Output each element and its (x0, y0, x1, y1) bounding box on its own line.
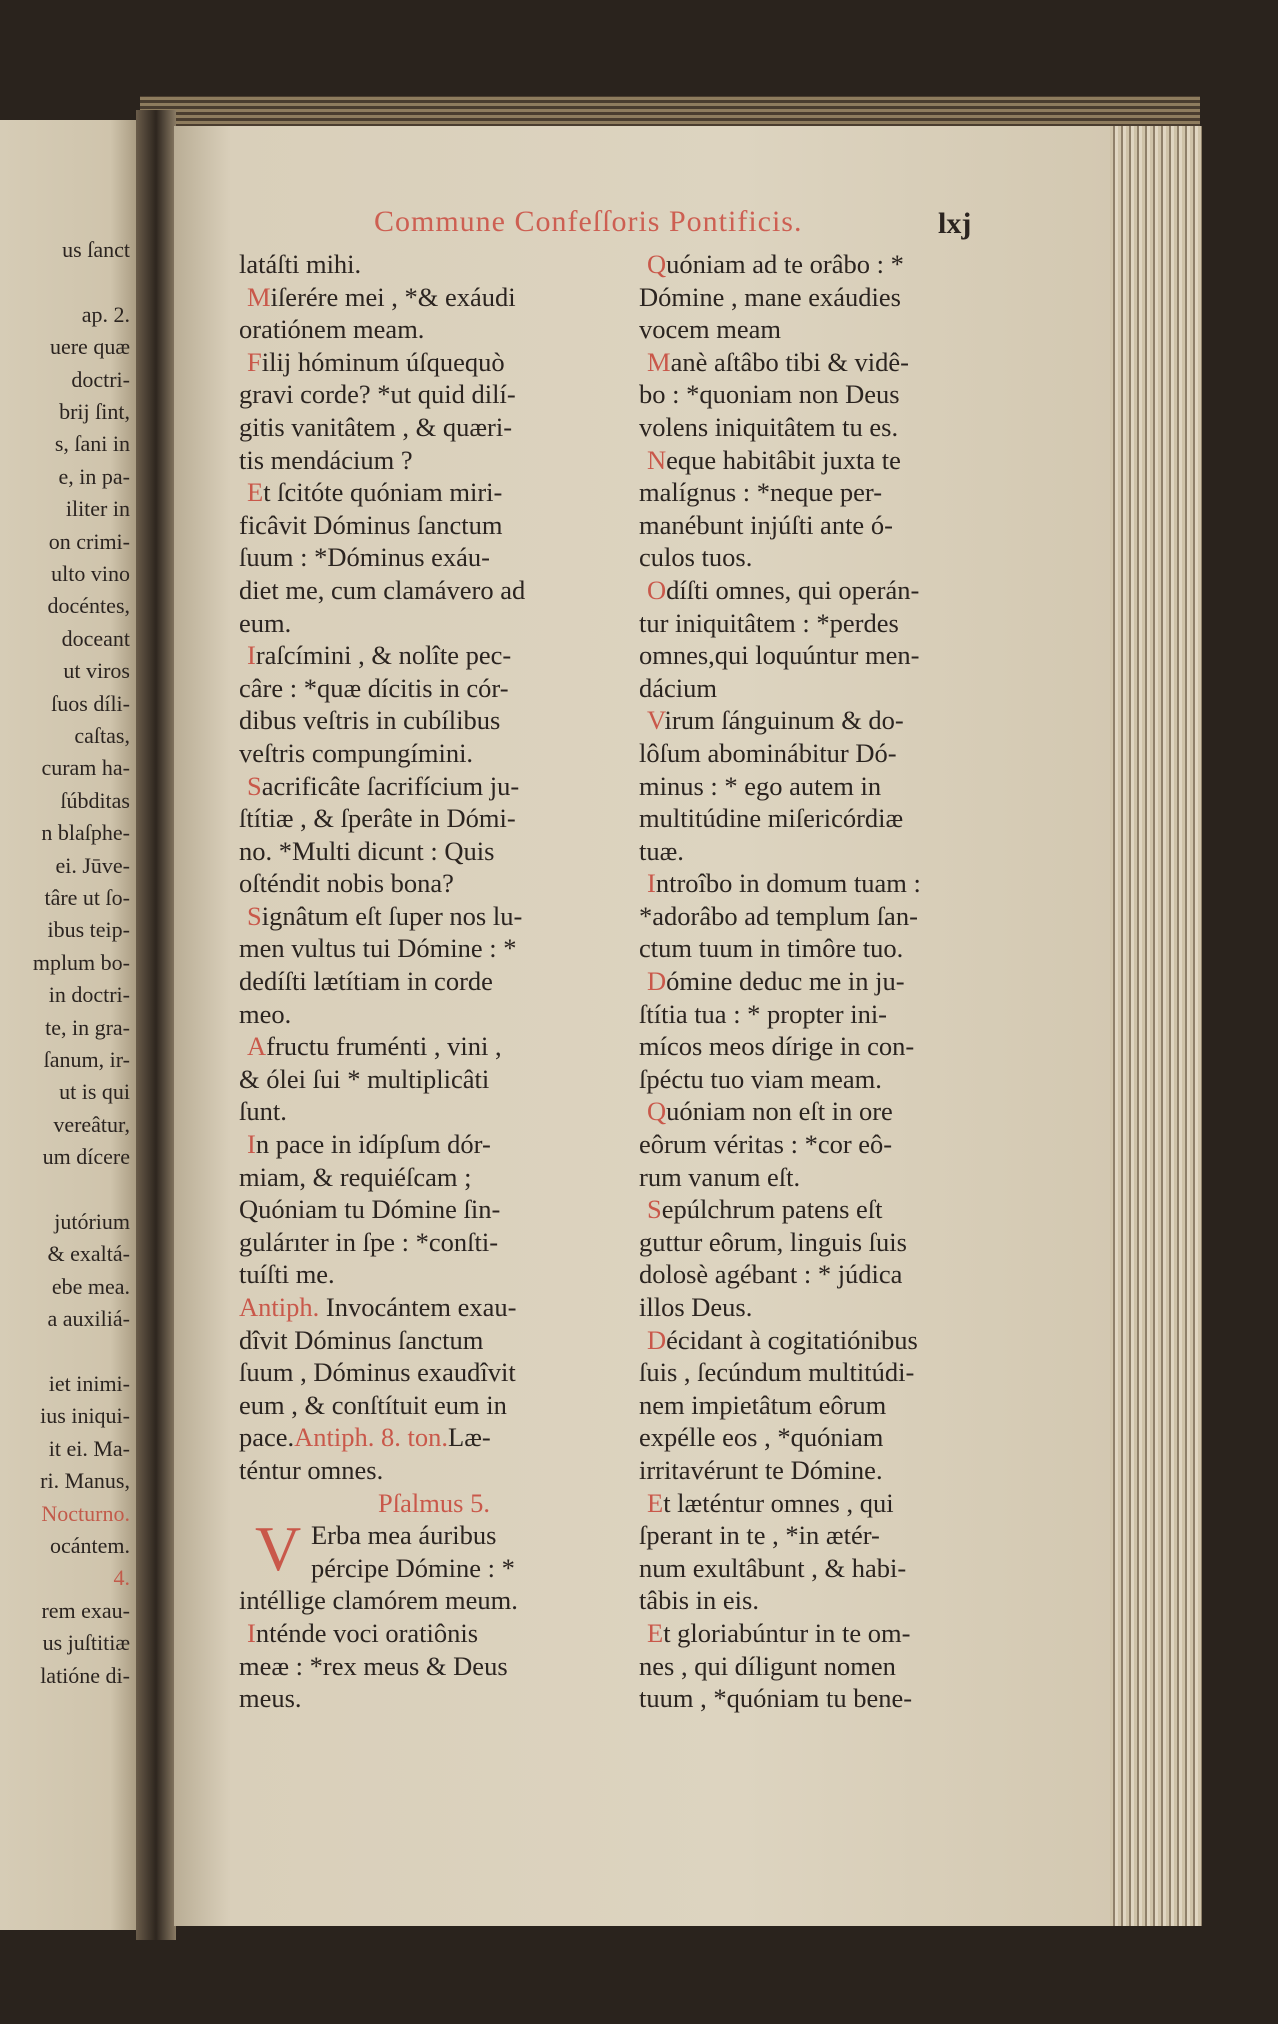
text-line (239, 607, 629, 640)
text-line (639, 704, 1029, 737)
text-line (639, 313, 1029, 346)
text-line (639, 1128, 1029, 1161)
text-line (639, 1324, 1029, 1357)
rubric-initial: Antiph. 8. ton. (294, 1422, 449, 1453)
line-text: gitis vanitâtem , & quæri- (239, 411, 513, 442)
left-page-fragment: târe ut ſo- (44, 885, 130, 910)
line-text: Pſalmus 5. (378, 1487, 490, 1518)
line-text: fructu fruménti , vini , (266, 1031, 502, 1062)
line-text: anè aſtâbo tibi & vidê- (670, 346, 910, 377)
text-line (239, 1095, 629, 1128)
text-line (239, 835, 629, 868)
text-line (639, 1030, 1029, 1063)
left-page-fragment: it ei. Ma- (48, 1435, 130, 1461)
rubric-initial: A (247, 1031, 267, 1062)
line-text: dibus veſtris in cubílibus (239, 705, 501, 736)
left-page-fragment: ius iniqui- (40, 1403, 130, 1429)
rubric-initial: F (247, 346, 262, 377)
line-text: nem impietâtum eôrum (639, 1389, 887, 1420)
left-page-fragment: s, ſani in (54, 431, 130, 457)
rubric-initial: S (647, 1194, 662, 1225)
rubric-initial: M (247, 281, 271, 312)
left-page-fragment: ei. Jūve- (55, 852, 130, 878)
text-line (639, 1095, 1029, 1128)
text-line (239, 1063, 629, 1096)
text-line (239, 444, 629, 477)
line-text: ſuis , ſecúndum multitúdi- (639, 1357, 915, 1388)
book-gutter (136, 110, 176, 1940)
left-page-fragment: doceant (61, 625, 130, 651)
line-text: ſunt. (239, 1096, 287, 1127)
text-line (639, 1356, 1029, 1389)
line-text: rum vanum eſt. (639, 1161, 801, 1192)
line-text: nes , qui díligunt nomen (639, 1650, 896, 1681)
text-line (639, 1584, 1029, 1617)
line-text: eum , & conſtítuit eum in (239, 1389, 507, 1420)
line-text: & ólei ſui * multiplicâti (239, 1063, 490, 1094)
line-text: irritavérunt te Dómine. (639, 1454, 883, 1485)
text-line (239, 704, 629, 737)
text-line (639, 737, 1029, 770)
text-line (639, 1291, 1029, 1324)
line-text: Læ- (448, 1422, 491, 1453)
line-text: ſpéctu tuo viam meam. (639, 1063, 882, 1094)
rubric-initial: D (647, 966, 667, 997)
line-text: tis mendácium ? (239, 444, 413, 475)
text-line (239, 639, 629, 672)
line-text: ſuum : *Dóminus exáu- (239, 542, 490, 573)
line-text: latáſti mihi. (239, 249, 362, 279)
left-page-fragment: us juſtitiæ (42, 1630, 130, 1656)
text-line (639, 476, 1029, 509)
line-text: ſperant in te , *in ætér- (639, 1520, 880, 1551)
text-line (639, 1519, 1029, 1552)
text-line (239, 346, 629, 379)
left-page-fragment: e, in pa- (58, 463, 130, 489)
rubric-initial: E (647, 1487, 664, 1518)
text-line (639, 770, 1029, 803)
rubric-initial: S (247, 900, 262, 931)
left-page-fragment: ulto vino (51, 561, 130, 586)
line-text: uóniam non eſt in ore (666, 1096, 893, 1127)
line-text: miam, & requiéſcam ; (239, 1161, 472, 1192)
line-text: eôrum véritas : *cor eô- (639, 1129, 893, 1160)
line-text: minus : * ego autem in (639, 770, 882, 801)
text-line (639, 281, 1029, 314)
line-text: malígnus : *neque per- (639, 477, 883, 508)
left-page-fragment: ut viros (63, 658, 130, 684)
left-page-fragment: a auxiliá- (47, 1306, 130, 1332)
line-text: t gloriabúntur in te om- (663, 1617, 911, 1648)
line-text: uóniam ad te orâbo : * (666, 249, 904, 279)
left-page (0, 120, 138, 1930)
line-text: manébunt injúſti ante ó- (639, 509, 893, 540)
text-line (239, 281, 629, 314)
line-text: Invocántem exau- (325, 1292, 517, 1322)
text-line (239, 1650, 629, 1683)
left-page-fragment: jutórium (54, 1209, 130, 1234)
line-text: raſcímini , & nolîte pec- (255, 640, 512, 671)
text-line (639, 1226, 1029, 1259)
book-top-edge (140, 96, 1200, 130)
left-page-fragment: ri. Manus, (40, 1468, 130, 1494)
text-line (239, 998, 629, 1031)
left-page-fragment: rem exau- (41, 1597, 130, 1623)
page-edges (1110, 126, 1202, 1926)
running-title: Commune Confeſſoris Pontificis. (374, 205, 803, 238)
left-page-fragment: te, in gra- (45, 1014, 130, 1040)
text-line (639, 965, 1029, 998)
line-text: irum ſánguinum & do- (664, 705, 904, 736)
text-line (239, 1421, 629, 1454)
left-page-fragment: ſúbditas (60, 787, 130, 813)
text-line (639, 1552, 1029, 1585)
text-line (239, 1030, 629, 1063)
line-text: eum. (239, 607, 292, 638)
rubric-initial: E (247, 477, 264, 508)
text-line (239, 965, 629, 998)
line-text: tur iniquitâtem : *perdes (639, 607, 899, 638)
line-text: dácium (639, 672, 717, 703)
text-line (639, 1161, 1029, 1194)
line-text: tuum , *quóniam tu bene- (639, 1683, 913, 1714)
text-line (239, 313, 629, 346)
line-text: guttur eôrum, linguis ſuis (639, 1226, 907, 1257)
text-line (239, 1193, 629, 1226)
text-line (239, 1128, 629, 1161)
rubric-initial: I (247, 640, 256, 671)
text-line (239, 541, 629, 574)
line-text: no. *Multi dicunt : Quis (239, 835, 495, 866)
line-text: ficâvit Dóminus ſanctum (239, 509, 503, 540)
text-line (639, 346, 1029, 379)
text-line (239, 509, 629, 542)
left-page-fragment: brij ſint, (59, 399, 130, 424)
line-text: tuæ. (639, 835, 684, 866)
line-text: ſtítiæ , & ſperâte in Dómi- (239, 803, 516, 834)
rubric-initial: Q (647, 1096, 667, 1127)
rubric-initial: I (247, 1617, 256, 1648)
line-text: dîvit Dóminus ſanctum (239, 1324, 484, 1355)
line-text: mícos meos dírige in con- (639, 1031, 915, 1062)
text-line (639, 1617, 1029, 1650)
text-line (239, 1356, 629, 1389)
line-text: illos Deus. (639, 1292, 753, 1322)
line-text: tâbis in eis. (639, 1585, 759, 1616)
text-line (639, 574, 1029, 607)
text-line (639, 411, 1029, 444)
line-text: omnes,qui loquúntur men- (639, 640, 920, 671)
text-line (639, 1389, 1029, 1422)
text-line (239, 1161, 629, 1194)
line-text: oſténdit nobis bona? (239, 868, 454, 899)
text-line (239, 411, 629, 444)
line-text: n pace in idípſum dór- (255, 1129, 491, 1160)
left-page-fragment: & exaltá- (47, 1241, 130, 1267)
text-line (239, 574, 629, 607)
line-text: oratiónem meam. (239, 314, 425, 345)
text-line (239, 932, 629, 965)
text-line (239, 248, 629, 281)
text-line (639, 900, 1029, 933)
left-page-fragment: iliter in (65, 496, 130, 522)
line-text: lôſum abominábitur Dó- (639, 737, 897, 768)
left-page-fragment: ſanum, ir- (43, 1047, 130, 1072)
text-line (239, 1682, 629, 1715)
line-text: ómine deduc me in ju- (666, 966, 905, 997)
line-text: expélle eos , *quóniam (639, 1422, 884, 1453)
text-line (639, 932, 1029, 965)
line-text: diet me, cum clamávero ad (239, 574, 526, 605)
text-line (639, 1650, 1029, 1683)
line-text: écidant à cogitatiónibus (666, 1324, 918, 1355)
left-page-fragment: in doctri- (48, 982, 130, 1008)
line-text: gravi corde? *ut quid dilí- (239, 379, 516, 410)
text-line (639, 248, 1029, 281)
rubric-initial: N (647, 444, 667, 475)
text-line (639, 1421, 1029, 1454)
left-page-fragment: ocántem. (49, 1533, 130, 1558)
left-page-fragment: ap. 2. (81, 301, 130, 327)
line-text: díſti omnes, qui operán- (666, 574, 920, 605)
left-page-fragment: curam ha- (41, 755, 130, 781)
folio-number: lxj (938, 207, 972, 240)
line-text: *adorâbo ad templum ſan- (639, 900, 918, 931)
left-page-fragment: docéntes, (47, 593, 130, 619)
line-text: num exultâbunt , & habi- (639, 1552, 907, 1583)
text-line (239, 1291, 629, 1324)
text-line (239, 737, 629, 770)
line-text: meæ : *rex meus & Deus (239, 1650, 508, 1681)
line-text: ſuum , Dóminus exaudîvit (239, 1357, 516, 1388)
left-page-fragment: 4. (113, 1565, 130, 1591)
rubric-initial: M (647, 346, 671, 377)
text-line (639, 607, 1029, 640)
line-text: ctum tuum in timôre tuo. (639, 933, 904, 964)
text-line (639, 1063, 1029, 1096)
left-page-fragment: ſuos díli- (51, 690, 130, 716)
text-line (239, 770, 629, 803)
text-line (239, 1584, 629, 1617)
line-text: ſtítia tua : * propter ini- (639, 998, 888, 1029)
text-line (239, 1454, 629, 1487)
left-page-fragment: caſtas, (74, 723, 130, 748)
text-line (639, 1487, 1029, 1520)
rubric-initial: Q (647, 249, 667, 279)
text-line (639, 509, 1029, 542)
line-text: câre : *quæ dícitis in cór- (239, 672, 509, 703)
line-text: acrificâte ſacrifícium ju- (261, 770, 520, 801)
text-line (239, 1617, 629, 1650)
line-text: Dómine , mane exáudies (639, 281, 901, 312)
rubric-initial: I (247, 1129, 256, 1160)
line-text: epúlchrum patens eſt (661, 1194, 883, 1225)
text-line (239, 476, 629, 509)
text-line (639, 998, 1029, 1031)
text-line (239, 900, 629, 933)
line-text: multitúdine miſericórdiæ (639, 803, 904, 834)
line-text: men vultus tui Dómine : * (239, 933, 517, 964)
line-text: volens iniquitâtem tu es. (639, 411, 899, 442)
line-text: t læténtur omnes , qui (663, 1487, 894, 1518)
left-page-fragment: ebe mea. (51, 1273, 130, 1299)
left-page-fragment: vereâtur, (53, 1111, 130, 1137)
rubric-initial: D (647, 1324, 667, 1355)
left-page-fragment: latióne di- (40, 1662, 130, 1688)
text-line (639, 541, 1029, 574)
line-text: veſtris compungímini. (239, 737, 474, 768)
line-text: ntroîbo in domum tuam : (655, 868, 921, 899)
line-text: téntur omnes. (239, 1454, 384, 1485)
text-line (639, 802, 1029, 835)
line-text: nténde voci oratiônis (255, 1617, 479, 1648)
line-text: meo. (239, 998, 292, 1029)
left-page-fragment: on crimi- (48, 528, 130, 554)
text-line (639, 672, 1029, 705)
left-page-fragment: um dícere (42, 1144, 130, 1170)
line-text: Erba mea áuribus (311, 1520, 497, 1551)
text-line (639, 639, 1029, 672)
left-page-fragment: Nocturno. (41, 1500, 130, 1526)
text-line (239, 1324, 629, 1357)
left-page-fragment: us ſanct (62, 237, 130, 262)
rubric-initial: E (647, 1617, 664, 1648)
line-text: gulárıter in ſpe : *conſti- (239, 1226, 499, 1257)
line-text: t ſcitóte quóniam miri- (263, 477, 503, 508)
right-text-column (639, 248, 1029, 1715)
line-text: culos tuos. (639, 542, 753, 573)
line-text: ignâtum eſt ſuper nos lu- (261, 900, 523, 931)
text-line (639, 1454, 1029, 1487)
text-line (639, 867, 1029, 900)
text-line (239, 1226, 629, 1259)
line-text: iſerére mei , *& exáudi (270, 281, 516, 312)
rubric-initial: I (647, 868, 656, 899)
line-text: dedíſti lætítiam in corde (239, 966, 493, 997)
line-text: bo : *quoniam non Deus (639, 379, 900, 410)
text-line (239, 378, 629, 411)
line-text: pace. (239, 1422, 295, 1453)
rubric-initial: Antiph. (239, 1292, 326, 1322)
text-line (639, 1682, 1029, 1715)
rubric-initial: S (247, 770, 262, 801)
text-line (639, 1193, 1029, 1226)
text-line (239, 802, 629, 835)
line-text: eque habitâbit juxta te (666, 444, 901, 475)
line-text: ilij hóminum úſquequò (261, 346, 505, 377)
left-page-fragment: doctri- (71, 366, 130, 392)
line-text: Quóniam tu Dómine ſin- (239, 1194, 501, 1225)
left-page-fragment: uere quæ (49, 334, 130, 360)
text-line (239, 867, 629, 900)
line-text: dolosè agébant : * júdica (639, 1259, 903, 1290)
left-page-fragment: n blaſphe- (41, 820, 130, 846)
left-page-fragment: mplum bo- (32, 949, 130, 975)
text-line (639, 444, 1029, 477)
line-text: intéllige clamórem meum. (239, 1585, 518, 1616)
line-text: pércipe Dómine : * (311, 1552, 515, 1583)
left-page-fragment: ut is qui (59, 1079, 130, 1105)
text-line (239, 1258, 629, 1291)
text-line (639, 835, 1029, 868)
text-line (639, 378, 1029, 411)
line-text: meus. (239, 1683, 302, 1714)
text-line (239, 672, 629, 705)
left-page-fragment: iet inimi- (48, 1371, 130, 1396)
line-text: tuíſti me. (239, 1259, 335, 1290)
line-text: vocem meam (639, 314, 782, 345)
text-line (239, 1389, 629, 1422)
left-text-column (239, 248, 629, 1715)
rubric-initial: V (647, 705, 665, 736)
rubric-initial: O (647, 574, 667, 605)
drop-cap: V (255, 1513, 302, 1585)
text-line (639, 1258, 1029, 1291)
left-page-fragment: ibus teip- (47, 917, 130, 943)
